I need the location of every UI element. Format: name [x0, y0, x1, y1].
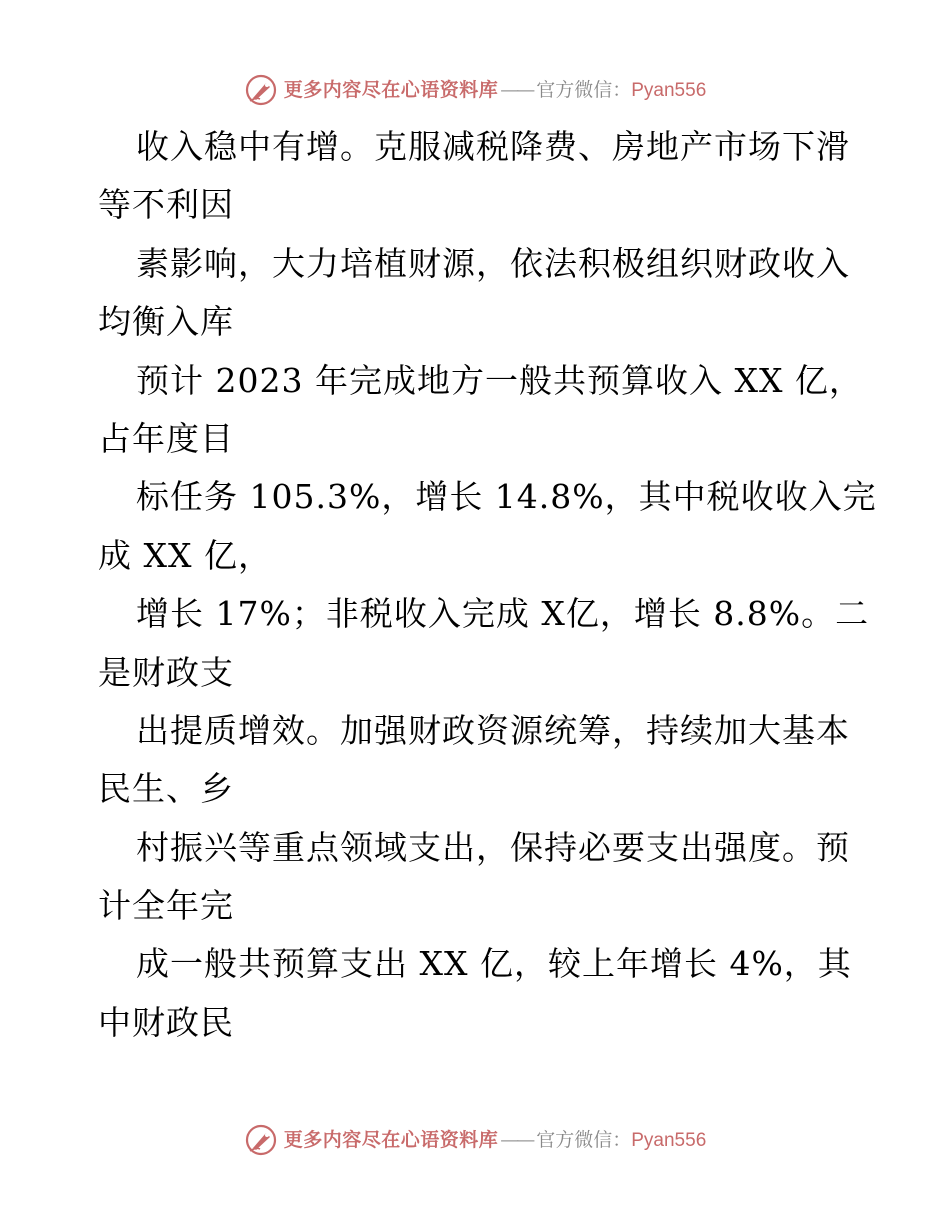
text-line: 均衡入库 [98, 302, 234, 342]
watermark-wechat-id: Pyan556 [631, 79, 707, 101]
text-line: 等不利因 [98, 185, 234, 225]
pen-nib-logo-icon [244, 1123, 278, 1157]
text-line: 预计 2023 年完成地方一般共预算收入 XX 亿， [136, 360, 863, 400]
document-body [98, 118, 877, 1052]
text-line: 中财政民 [98, 1002, 234, 1042]
watermark-wechat-id: Pyan556 [631, 1129, 707, 1151]
watermark-wechat-label: 官方微信： [536, 1128, 632, 1151]
text-line: 是财政支 [98, 652, 234, 692]
text-line: 占年度目 [98, 418, 234, 458]
watermark-dash: —— [500, 78, 533, 101]
text-line: 成 XX 亿， [98, 535, 272, 575]
footer-watermark [0, 1120, 950, 1160]
text-line: 计全年完 [98, 886, 234, 926]
watermark-wechat-label: 官方微信： [536, 78, 632, 101]
watermark-title: 更多内容尽在心语资料库 [283, 1128, 499, 1151]
watermark-title: 更多内容尽在心语资料库 [283, 78, 499, 101]
watermark-dash: —— [500, 1128, 533, 1151]
text-line: 收入稳中有增。克服减税降费、房地产市场下滑 [136, 127, 850, 166]
text-line: 民生、乡 [98, 769, 234, 809]
text-line: 成一般共预算支出 XX 亿，较上年增长 4%，其 [136, 944, 852, 984]
text-line: 增长 17%；非税收入完成 X亿，增长 8.8%。二 [136, 594, 870, 634]
pen-nib-logo-icon [244, 73, 278, 107]
header-watermark [0, 70, 950, 110]
text-line: 标任务 105.3%，增长 14.8%，其中税收收入完 [136, 477, 877, 517]
text-line: 出提质增效。加强财政资源统筹，持续加大基本 [136, 710, 850, 750]
text-line: 村振兴等重点领域支出，保持必要支出强度。预 [136, 827, 850, 867]
text-line: 素影响，大力培植财源，依法积极组织财政收入 [136, 243, 850, 283]
